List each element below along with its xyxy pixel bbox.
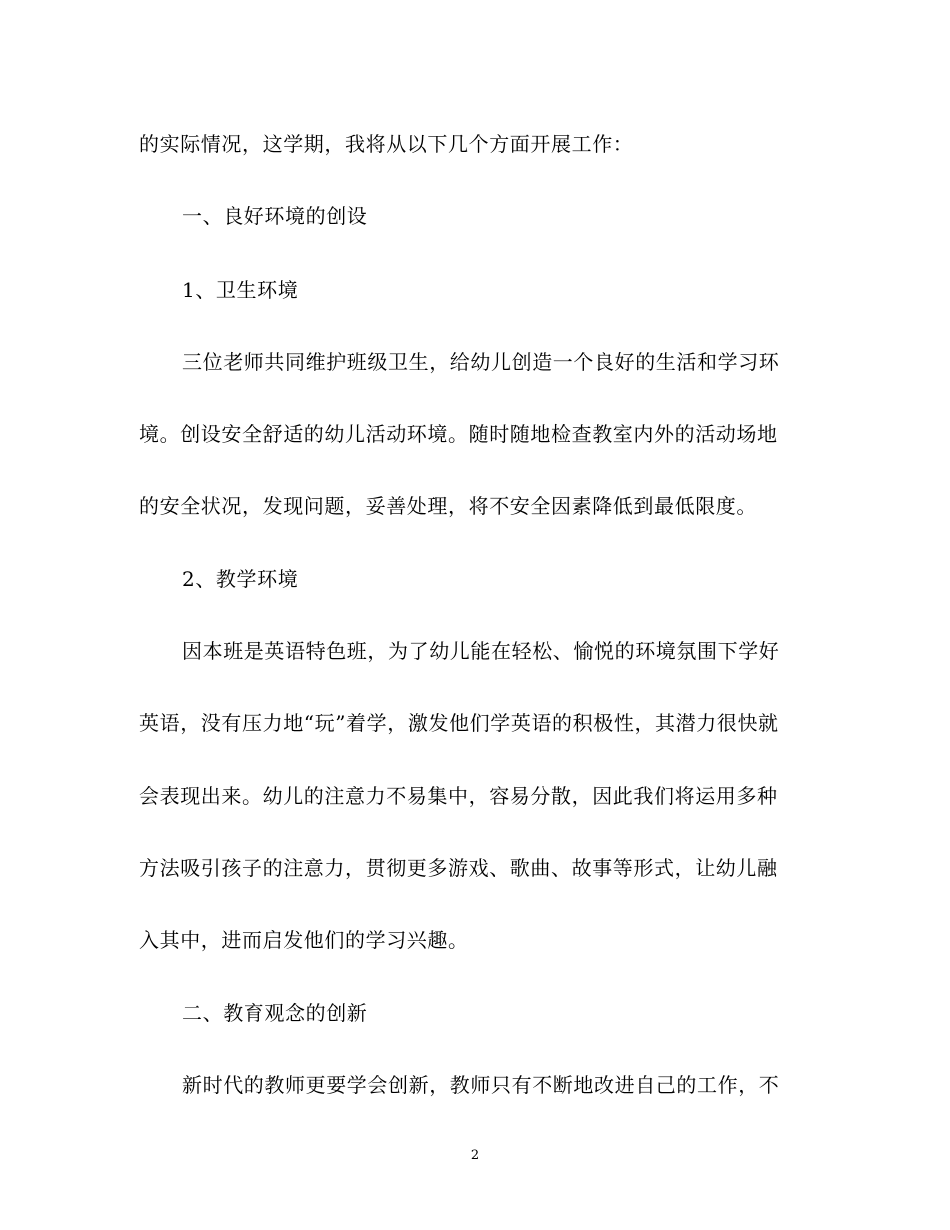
section-heading: 一、良好环境的创设 [182,204,368,228]
body-text-line: 会表现出来。幼儿的注意力不易集中，容易分散，因此我们将运用多种 [139,784,778,808]
body-text-line: 方法吸引孩子的注意力，贯彻更多游戏、歌曲、故事等形式，让幼儿融 [139,856,778,880]
body-text-line: 入其中，进而启发他们的学习兴趣。 [139,928,469,952]
body-text-line: 英语，没有压力地“玩”着学，激发他们学英语的积极性，其潜力很快就 [139,711,779,735]
body-text-line: 境。创设安全舒适的幼儿活动环境。随时随地检查教室内外的活动场地 [139,422,778,446]
body-text-line: 因本班是英语特色班，为了幼儿能在轻松、愉悦的环境氛围下学好 [182,639,780,663]
subsection-heading: 2、教学环境 [182,567,299,591]
section-heading: 二、教育观念的创新 [182,1001,368,1025]
page-number: 2 [470,1148,480,1163]
body-text-line: 的安全状况，发现问题，妥善处理，将不安全因素降低到最低限度。 [139,494,757,518]
body-text-line: 新时代的教师更要学会创新，教师只有不断地改进自己的工作，不 [182,1073,780,1097]
body-text-line: 的实际情况，这学期，我将从以下几个方面开展工作： [139,132,634,156]
subsection-heading: 1、卫生环境 [182,278,299,302]
body-text-line: 三位老师共同维护班级卫生，给幼儿创造一个良好的生活和学习环 [182,350,780,374]
